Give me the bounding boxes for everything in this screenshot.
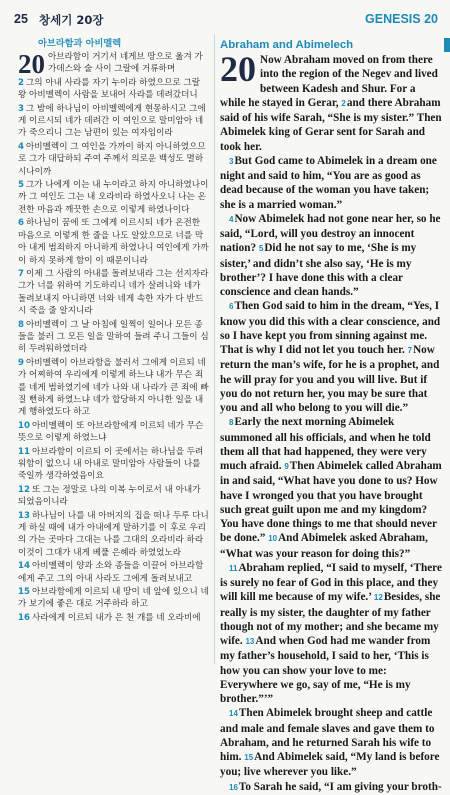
korean-verse-text: 하나님이 나를 내 아버지의 집을 떠나 두루 다니게 하실 때에 내가 아내에게 말하기를 이 후로 우리의 가는 곳마다 그대는 나를 그대의 오라비라 하라 이것이 그대가 내게 베풀 은혜라 하였었노라 (18, 510, 209, 558)
english-paragraph (220, 212, 442, 300)
korean-verse-text: 아브라함이 거기서 네게브 땅으로 옮겨 가 가데스와 술 사이 그랄에 거류하며 (48, 52, 203, 75)
page-header (0, 0, 450, 28)
korean-verse (18, 420, 210, 445)
english-chapter-number: 20 (220, 49, 256, 89)
korean-verse-text: 아비멜렉이 그 여인을 가까이 하지 아니하였으므로 그가 대답하되 주여 주께서 의로운 백성도 멸하시나이까 (18, 141, 206, 177)
korean-verse (18, 484, 210, 509)
korean-verse-number: 10 (18, 420, 30, 431)
english-verse-number: 10 (268, 534, 278, 544)
english-verse-text: Besides, she really is my sister, the daughter of my father though not of my mother; and she became my wife. (220, 591, 441, 647)
korean-verse-number: 13 (18, 510, 30, 521)
english-verse-text: But God came to Abimelek in a dream one night and said to him, “You are as good as dead because of the woman you have taken; she is a married woman.” (220, 154, 437, 211)
english-verse-text: and there Abraham said of his wife Sarah, “She is my sister.” Then Abimelek king of Gerar sent for Sarah and took her. (220, 96, 442, 153)
korean-chapter-number: 20 (18, 49, 45, 79)
korean-verse-number: 8 (18, 319, 24, 330)
english-verse-number: 12 (373, 593, 383, 603)
english-verse-number: 6 (229, 302, 234, 312)
english-verse-text: To Sarah he said, “I am giving your broth- (238, 780, 442, 793)
korean-verse-number: 9 (18, 357, 24, 368)
korean-verse-text: 이제 그 사람의 아내를 돌려보내라 그는 선지자라 그가 너를 위하여 기도하리니 네가 살려니와 네가 돌려보내지 아니하면 너와 네게 속한 자가 다 반드시 죽을 줄 알지니라 (18, 268, 209, 317)
english-verse-text: Now Abraham moved on from there into the region of the Negev and lived between Kadesh and Shur. For a while he stayed in Gerar, (220, 54, 438, 109)
korean-verse (18, 268, 210, 318)
korean-verse (18, 49, 210, 79)
english-verse-text: And when God had me wander from my father’s household, I said to her, ‘This is how you can show your love to me: Everywhere we go, say of me, “He is my brother.”’” (220, 635, 431, 705)
korean-verse-number: 5 (18, 180, 24, 191)
english-verse-number: 3 (229, 156, 234, 166)
korean-verse (18, 357, 210, 419)
english-verse-number: 2 (341, 98, 346, 108)
korean-verse-text: 아브라함에게 이르되 내 땅이 네 앞에 있으니 네가 보기에 좋은 대로 거주하라 하고 (18, 587, 209, 610)
korean-verse-text: 아비멜렉이 그 날 아침에 일찍이 일어나 모든 종들을 불러 그 모든 일을 말하여 들려 주니 그들이 심히 두려워하였더라 (18, 319, 209, 355)
korean-verse-number: 11 (18, 446, 30, 457)
english-paragraph (220, 780, 442, 795)
english-section-title: Abraham and Abimelech (220, 39, 354, 51)
english-verse-text: Now return the man’s wife, for he is a prophet, and he will pray for you and you will live. But if you do not return her, you may be sure that you and all who belong to you will die.” (220, 344, 440, 414)
korean-verse-number: 3 (18, 103, 24, 114)
english-verse-text: Abraham replied, “I said to myself, ‘There is surely no fear of God in this place, and they will kill me because of my wife.’ (220, 561, 442, 604)
english-verse-text: And Abimelek said, “My land is before you; live wherever you like.” (220, 751, 440, 779)
korean-verse-number: 12 (18, 484, 30, 495)
thumb-index-tab (444, 38, 450, 52)
korean-verse (18, 179, 210, 216)
english-paragraph (220, 706, 442, 779)
korean-verse (18, 77, 210, 102)
english-paragraph (220, 415, 442, 561)
korean-verse (18, 319, 210, 356)
korean-verse-number: 2 (18, 77, 24, 88)
korean-verse-number: 16 (18, 612, 30, 623)
english-verse-text: Now Abimelek had not gone near her, so he said, “Lord, will you destroy an innocent nation? (220, 212, 441, 255)
english-paragraph (220, 299, 442, 415)
korean-verse (18, 141, 210, 178)
korean-verse (18, 612, 210, 624)
korean-verse (18, 103, 210, 140)
korean-verse-text: 아브라함이 이르되 이 곳에서는 하나님을 두려워함이 없으니 내 아내로 말미암아 사람들이 나를 죽일까 생각하였음이요 (18, 446, 204, 482)
english-running-title: GENESIS 20 (365, 12, 438, 26)
korean-verse-text: 아비멜렉이 양과 소와 종들을 이끌어 아브라함에게 주고 그의 아내 사라도 그에게 돌려보내고 (18, 561, 204, 584)
english-verse-number: 7 (407, 346, 413, 355)
english-verse-text: Did he not say to me, ‘She is my sister,’ and didn’t she also say, ‘He is my brother’? I have done this with a clear conscience and clean hands.” (220, 242, 417, 298)
korean-verse-text: 아비멜렉이 또 아브라함에게 이르되 네가 무슨 뜻으로 이렇게 하였느냐 (18, 420, 204, 444)
english-verse-number: 11 (229, 563, 238, 573)
korean-verse (18, 560, 210, 585)
page-number: 25 (14, 12, 28, 26)
korean-running-title: 창세기 20장 (39, 13, 104, 27)
korean-verse (18, 446, 210, 483)
korean-verse-text: 또 그는 정말로 나의 이복 누이로서 내 아내가 되었음이니라 (18, 484, 201, 508)
korean-verse-text: 아비멜렉이 아브라함을 불러서 그에게 이르되 네가 어찌하여 우리에게 이렇게 하느냐 내가 무슨 죄를 네게 범하였기에 네가 나와 내 나라가 큰 죄에 빠질 뻔하게 하였느냐 네가 합당하지 아니한 일을 내게 행하였도다 하고 (18, 357, 209, 418)
english-verse-text: Then Abimelek called Abraham in and said, “What have you done to us? How have I wronged you that you have brought such great guilt upon me and my kingdom? You have done things to me that should never be done.” (220, 460, 442, 545)
korean-verse-text: 사라에게 이르되 내가 은 천 개를 네 오라비에 (31, 612, 201, 623)
english-verse-number: 5 (258, 244, 264, 254)
korean-verse-number: 6 (18, 218, 24, 229)
korean-verse-text: 그의 아내 사라를 자기 누이라 하였으므로 그랄 왕 아비멜렉이 사람을 보내어 사라를 데려갔더니 (18, 77, 201, 101)
korean-verse-text: 하나님이 꿈에 또 그에게 이르시되 네가 온전한 마음으로 이렇게 한 줄을 나도 알았으므로 너를 막아 내게 범죄하지 아니하게 하였나니 여인에게 가까이 하지 못하게 함이 이 때문이니라 (18, 218, 209, 266)
english-verse-number: 13 (245, 637, 255, 646)
korean-section-title: 아브라함과 아비멜렉 (38, 38, 122, 49)
english-paragraph (220, 561, 442, 707)
english-verse-number: 9 (284, 462, 289, 471)
korean-verse-number: 7 (18, 268, 24, 279)
korean-verse (18, 586, 210, 611)
english-paragraph (220, 49, 442, 154)
column-divider (214, 34, 215, 664)
english-verse-text: Then Abimelek brought sheep and cattle and male and female slaves and gave them to Abraham, and he returned Sarah his wife to him. (220, 707, 435, 763)
english-verse-number: 8 (229, 418, 234, 428)
korean-verse-number: 4 (18, 141, 24, 152)
korean-verse-number: 15 (18, 587, 30, 598)
korean-verse-number: 14 (18, 561, 30, 572)
korean-verse (18, 217, 210, 267)
korean-verse (18, 510, 210, 560)
english-verse-text: Early the next morning Abimelek summoned all his officials, and when he told them all that had happened, they were very much afraid. (220, 416, 431, 472)
korean-verse-text: 그 밤에 하나님이 아비멜렉에게 현몽하시고 그에게 이르시되 네가 데려간 이 여인으로 말미암아 네가 죽으리니 그는 남편이 있는 여자임이라 (18, 103, 206, 139)
korean-verse-text: 그가 나에게 이는 내 누이라고 하지 아니하였나이까 그 여인도 그는 내 오라비라 하였사오니 나는 온전한 마음과 깨끗한 손으로 이렇게 하였나이다 (18, 180, 209, 215)
english-verse-text: And Abimelek asked Abraham, “What was your reason for doing this?” (220, 532, 428, 560)
english-verse-number: 15 (244, 753, 254, 762)
english-verse-text: Then God said to him in the dream, “Yes, I know you did this with a clear conscience, and so I have kept you from sinning against me. That is why I did not let you touch her. (220, 300, 441, 356)
english-verse-number: 14 (229, 709, 238, 719)
english-verse-number: 16 (229, 782, 238, 792)
english-paragraph (220, 154, 442, 212)
english-column (220, 38, 442, 795)
korean-column (18, 38, 210, 625)
english-verse-number: 4 (229, 214, 234, 224)
